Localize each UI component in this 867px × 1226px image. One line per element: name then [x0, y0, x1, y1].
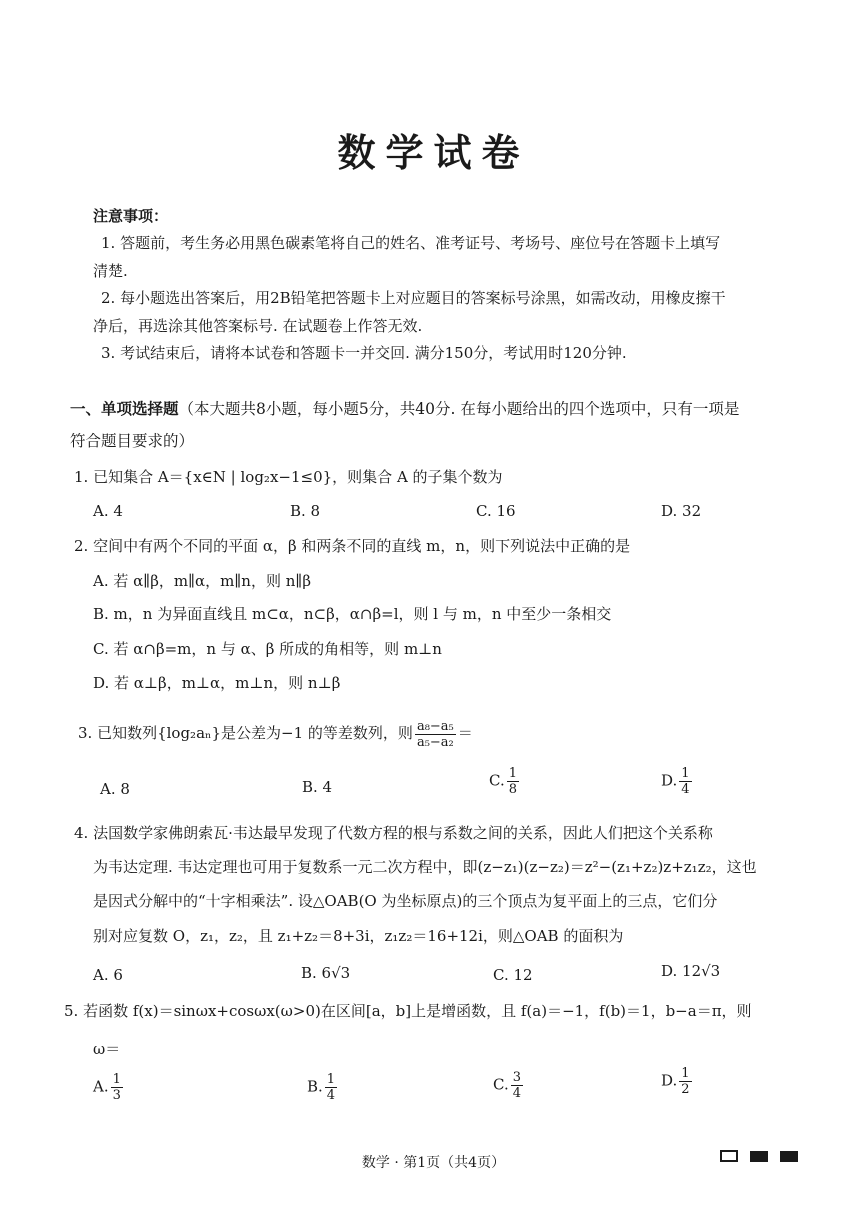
- q5-option-c-den: 4: [512, 1086, 521, 1101]
- q5-option-d-fraction: [679, 1066, 691, 1097]
- q5-option-a-fraction: [111, 1072, 123, 1103]
- q5-option-b-num: 1: [326, 1072, 336, 1087]
- scan-mark-filled: [780, 1151, 798, 1162]
- question-5-line-2: ω＝: [93, 1040, 121, 1058]
- q2-option-a: A. 若 α∥β，m∥α，m∥n，则 n∥β: [93, 572, 311, 590]
- q5-option-c-fraction: [511, 1070, 523, 1101]
- q3-stem-text: 3. 已知数列{log₂aₙ}是公差为−1 的等差数列，则: [78, 724, 413, 742]
- question-4-line-2: 为韦达定理. 韦达定理也可用于复数系一元二次方程中，即(z−z₁)(z−z₂)＝z²−(z₁+z₂)z+z₁z₂，这也: [93, 858, 757, 876]
- q5-option-b-fraction: [325, 1072, 337, 1103]
- scan-mark-empty: [720, 1150, 738, 1162]
- q1-option-a: A. 4: [93, 502, 123, 520]
- q4-option-c: C. 12: [493, 966, 533, 984]
- page-title: 数学试卷: [337, 131, 530, 175]
- notice-item-3: 3. 考试结束后，请将本试卷和答题卡一并交回. 满分150分，考试用时120分钟.: [101, 344, 627, 362]
- q3-option-c-label: C.: [489, 771, 505, 790]
- question-4-line-3: 是因式分解中的“十字相乘法”. 设△OAB(O 为坐标原点)的三个顶点为复平面上的三点，它们分: [93, 892, 718, 910]
- q3-option-d-num: 1: [681, 766, 690, 781]
- q3-option-d-label: D.: [661, 771, 678, 790]
- section-1-desc: （本大题共8小题，每小题5分，共40分. 在每小题给出的四个选项中，只有一项是: [178, 400, 740, 418]
- q2-option-c: C. 若 α∩β=m，n 与 α、β 所成的角相等，则 m⊥n: [93, 640, 442, 658]
- q5-option-b: [307, 1072, 339, 1103]
- page-footer: 数学 · 第1页（共4页）: [361, 1155, 506, 1171]
- q3-option-b: B. 4: [302, 778, 333, 796]
- q5-option-b-label: B.: [307, 1077, 323, 1096]
- scan-mark-filled: [750, 1151, 768, 1162]
- q5-option-c-label: C.: [493, 1075, 509, 1094]
- q5-option-b-den: 4: [326, 1088, 336, 1103]
- question-2-stem: 2. 空间中有两个不同的平面 α，β 和两条不同的直线 m，n，则下列说法中正确的是: [74, 537, 631, 555]
- q4-option-d: D. 12√3: [661, 962, 721, 980]
- q3-option-c-den: 8: [508, 782, 517, 797]
- scan-marks: [720, 1150, 798, 1162]
- notice-item-2-cont: 净后，再选涂其他答案标号. 在试题卷上作答无效.: [93, 317, 423, 335]
- q4-option-b: B. 6√3: [301, 964, 351, 982]
- q3-option-d-fraction: [679, 766, 691, 797]
- q1-option-d: D. 32: [661, 502, 702, 520]
- q1-option-c: C. 16: [476, 502, 516, 520]
- question-4-line-1: 4. 法国数学家佛朗索瓦·韦达最早发现了代数方程的根与系数之间的关系，因此人们把这个关系称: [74, 824, 713, 842]
- q5-option-c-num: 3: [512, 1070, 521, 1085]
- q5-option-a-num: 1: [112, 1072, 121, 1087]
- q3-option-d-den: 4: [681, 782, 690, 797]
- q5-option-d-label: D.: [661, 1071, 678, 1090]
- section-1-heading: 一、单项选择题: [70, 400, 179, 418]
- notice-item-1-cont: 清楚.: [93, 262, 128, 280]
- q3-fraction: [415, 719, 456, 750]
- section-1-header: [70, 398, 739, 420]
- q5-option-c: [493, 1070, 525, 1101]
- notice-item-1: 1. 答题前，考生务必用黑色碳素笔将自己的姓名、准考证号、考场号、座位号在答题卡上填写: [101, 234, 721, 252]
- q3-option-c-fraction: [507, 766, 519, 797]
- notice-heading: 注意事项：: [93, 207, 169, 225]
- notice-item-2: 2. 每小题选出答案后，用2B铅笔把答题卡上对应题目的答案标号涂黑，如需改动，用橡皮擦干: [101, 289, 726, 307]
- q3-frac-den: a₅−a₂: [416, 734, 454, 750]
- section-1-desc-cont: 符合题目要求的）: [70, 432, 195, 450]
- q5-option-d: [661, 1066, 694, 1097]
- question-4-line-4: 别对应复数 O，z₁，z₂，且 z₁+z₂＝8+3i，z₁z₂＝16+12i，则△OAB 的面积为: [93, 927, 624, 945]
- q2-option-b: B. m，n 为异面直线且 m⊂α，n⊂β，α∩β=l，则 l 与 m，n 中至少一条相交: [93, 605, 612, 623]
- q3-frac-num: a₈−a₅: [416, 718, 454, 734]
- q5-option-d-num: 1: [681, 1066, 690, 1081]
- question-3-stem: [78, 716, 473, 750]
- q2-option-d: D. 若 α⊥β，m⊥α，m⊥n，则 n⊥β: [93, 674, 341, 692]
- question-5-line-1: 5. 若函数 f(x)＝sinωx+cosωx(ω>0)在区间[a，b]上是增函数，且 f(a)＝−1，f(b)＝1，b−a＝π，则: [64, 1002, 752, 1020]
- q3-option-d: [661, 766, 694, 797]
- q5-option-d-den: 2: [681, 1082, 690, 1097]
- q5-option-a-label: A.: [93, 1077, 109, 1096]
- q3-option-a: A. 8: [100, 780, 130, 798]
- q3-option-c-num: 1: [508, 766, 517, 781]
- q5-option-a-den: 3: [112, 1088, 121, 1103]
- q1-option-b: B. 8: [290, 502, 321, 520]
- q3-option-c: [489, 766, 521, 797]
- q4-option-a: A. 6: [93, 966, 123, 984]
- question-1-stem: 1. 已知集合 A＝{x∈N | log₂x−1≤0}，则集合 A 的子集个数为: [74, 468, 503, 486]
- q5-option-a: [93, 1072, 125, 1103]
- q3-stem-end: ＝: [457, 724, 473, 742]
